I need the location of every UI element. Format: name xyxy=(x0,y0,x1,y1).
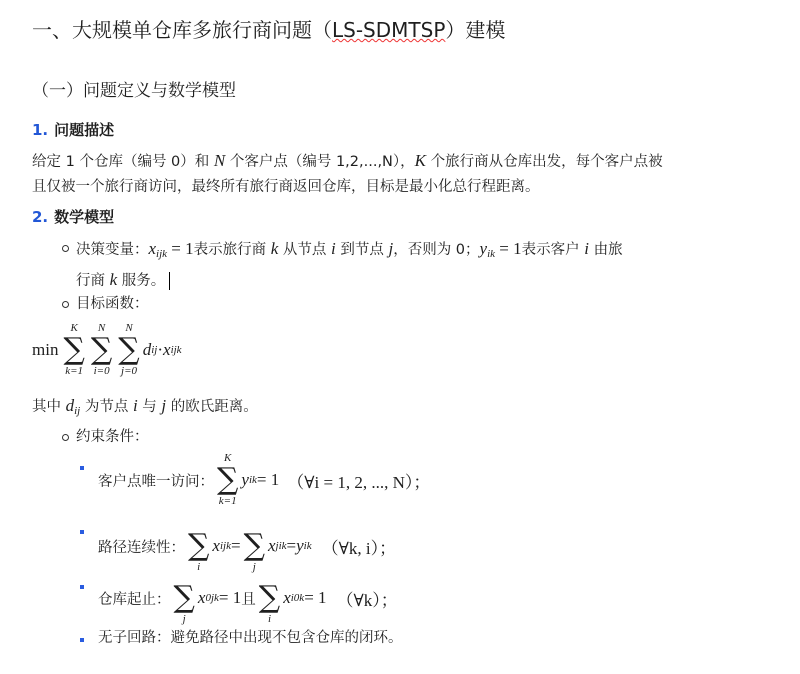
text: 到节点 xyxy=(335,242,389,258)
math: j xyxy=(161,396,167,415)
text: 服务。 xyxy=(117,273,166,289)
sum-lower: j xyxy=(252,561,256,573)
label: 客户点唯一访问： xyxy=(98,473,214,490)
sum-lower: i xyxy=(197,561,201,573)
constraint-depot xyxy=(98,570,398,626)
sum-operator xyxy=(217,452,238,508)
bullet-square-icon xyxy=(80,638,84,642)
math: = 1 xyxy=(256,470,280,489)
sigma-icon: ∑ xyxy=(63,332,85,367)
text: 的欧氏距离。 xyxy=(166,399,258,415)
text-cursor xyxy=(169,272,170,290)
sum-lower: j=0 xyxy=(121,365,137,377)
bullet-square-icon xyxy=(80,530,84,534)
heading-problem xyxy=(32,119,114,140)
heading-label: 问题描述 xyxy=(54,121,115,139)
math: k xyxy=(270,239,279,258)
bullet-circle-icon xyxy=(62,245,69,252)
constraint-no-subtour: 无子回路：避免路径中出现不包含仓库的闭环。 xyxy=(98,630,403,646)
text: 表示客户 xyxy=(521,242,585,258)
sum-upper: K xyxy=(224,452,232,464)
text: 且仅被一个旅行商访问，最终所有旅行商返回仓库，目标是最小化总行程距离。 xyxy=(32,179,540,195)
sum-operator xyxy=(118,322,139,378)
text: 个客户点（编号 1,2,...,N）， xyxy=(225,154,415,170)
bullet-circle-icon xyxy=(62,301,69,308)
sigma-icon: ∑ xyxy=(243,528,265,563)
bullet-circle-icon xyxy=(62,434,69,441)
math-sub: i0k xyxy=(290,592,305,604)
math-sub: ij xyxy=(151,344,158,356)
math: x xyxy=(267,536,276,555)
math: = xyxy=(230,536,241,555)
page-title xyxy=(32,14,505,43)
sum-lower: k=1 xyxy=(218,495,237,507)
decision-variables xyxy=(76,236,623,294)
math-sub: 0jk xyxy=(205,592,219,604)
objective-label: 目标函数： xyxy=(76,296,149,312)
math: = 1 xyxy=(304,588,327,607)
sigma-icon: ∑ xyxy=(118,332,140,367)
math: i xyxy=(584,239,589,258)
math-sub: ik xyxy=(303,540,312,552)
math-sub: ijk xyxy=(156,248,168,260)
math-condition: （∀i = 1, 2, ..., N）； xyxy=(287,472,431,492)
heading-number: 1. xyxy=(32,121,49,139)
math: x xyxy=(212,536,220,555)
heading-label: 数学模型 xyxy=(54,208,115,226)
label: 路径连续性： xyxy=(98,539,185,556)
sum-upper: N xyxy=(97,322,106,334)
bullet-square-icon xyxy=(80,466,84,470)
heading-model xyxy=(32,206,114,227)
text: 由旅 xyxy=(588,242,623,258)
math: x xyxy=(283,588,291,607)
math: = 1 xyxy=(495,239,522,258)
math: d xyxy=(65,396,75,415)
label: 决策变量： xyxy=(76,242,149,258)
sum-lower: i xyxy=(267,613,271,625)
problem-description xyxy=(32,148,663,200)
math: y xyxy=(296,536,304,555)
math: j xyxy=(388,239,394,258)
sigma-icon: ∑ xyxy=(217,462,239,497)
sigma-icon: ∑ xyxy=(258,580,281,615)
math-min: min xyxy=(32,340,59,359)
math: = 1 xyxy=(167,239,194,258)
math: k xyxy=(109,270,118,289)
math: i xyxy=(132,396,138,415)
sum-lower: i=0 xyxy=(93,365,110,377)
math: i xyxy=(331,239,336,258)
heading-number: 2. xyxy=(32,208,49,226)
math: y xyxy=(479,239,488,258)
constraint-path-continuity xyxy=(98,518,396,574)
math-condition: （∀k）； xyxy=(336,590,398,610)
bullet-square-icon xyxy=(80,585,84,589)
sum-lower: k=1 xyxy=(65,365,84,377)
constraint-unique-visit xyxy=(98,452,430,508)
math: d xyxy=(142,340,152,359)
math: y xyxy=(241,470,249,489)
sum-upper: N xyxy=(125,322,133,334)
section-heading: （一）问题定义与数学模型 xyxy=(32,81,236,101)
label: 仓库起止： xyxy=(98,591,171,608)
math-sub: ijk xyxy=(170,344,182,356)
sum-operator xyxy=(63,322,84,378)
math-K: K xyxy=(414,151,426,170)
text: 行商 xyxy=(76,273,110,289)
sum-operator xyxy=(174,570,195,626)
constraints-label: 约束条件： xyxy=(76,429,149,445)
sigma-icon: ∑ xyxy=(90,332,113,367)
title-suffix: ）建模 xyxy=(445,18,506,42)
math: = 1 xyxy=(218,588,242,607)
math-N: N xyxy=(213,151,226,170)
title-prefix: 一、大规模单仓库多旅行商问题（ xyxy=(32,18,332,42)
sigma-icon: ∑ xyxy=(188,528,210,563)
math-sub: ik xyxy=(487,248,496,260)
sum-operator xyxy=(188,518,209,574)
math: x xyxy=(163,340,171,359)
text: 表示旅行商 xyxy=(193,242,271,258)
math-sub: ijk xyxy=(219,540,231,552)
math-condition: （∀k, i）； xyxy=(321,538,397,558)
sum-operator xyxy=(259,570,280,626)
text: 从节点 xyxy=(278,242,332,258)
sum-lower: j xyxy=(182,613,186,625)
text: 为节点 xyxy=(80,399,133,415)
sum-operator xyxy=(91,322,112,378)
math-sub: ij xyxy=(74,405,81,417)
text: 与 xyxy=(137,399,162,415)
sum-operator xyxy=(244,518,265,574)
math-sub: jik xyxy=(275,540,287,552)
distance-note xyxy=(32,393,258,424)
math: x xyxy=(148,239,157,258)
text: 其中 xyxy=(32,399,66,415)
math-sub: ik xyxy=(248,474,257,486)
sigma-icon: ∑ xyxy=(173,580,195,615)
title-abbr: LS-SDMTSP xyxy=(332,18,446,42)
text: 给定 1 个仓库（编号 0）和 xyxy=(32,154,214,170)
text: 个旅行商从仓库出发，每个客户点被 xyxy=(426,154,663,170)
sum-upper: K xyxy=(70,322,78,334)
text: ，否则为 0； xyxy=(393,242,480,258)
objective-formula xyxy=(32,322,182,378)
math: · xyxy=(157,340,164,359)
text: 且 xyxy=(241,591,256,608)
math: = xyxy=(286,536,297,555)
math: x xyxy=(197,588,206,607)
